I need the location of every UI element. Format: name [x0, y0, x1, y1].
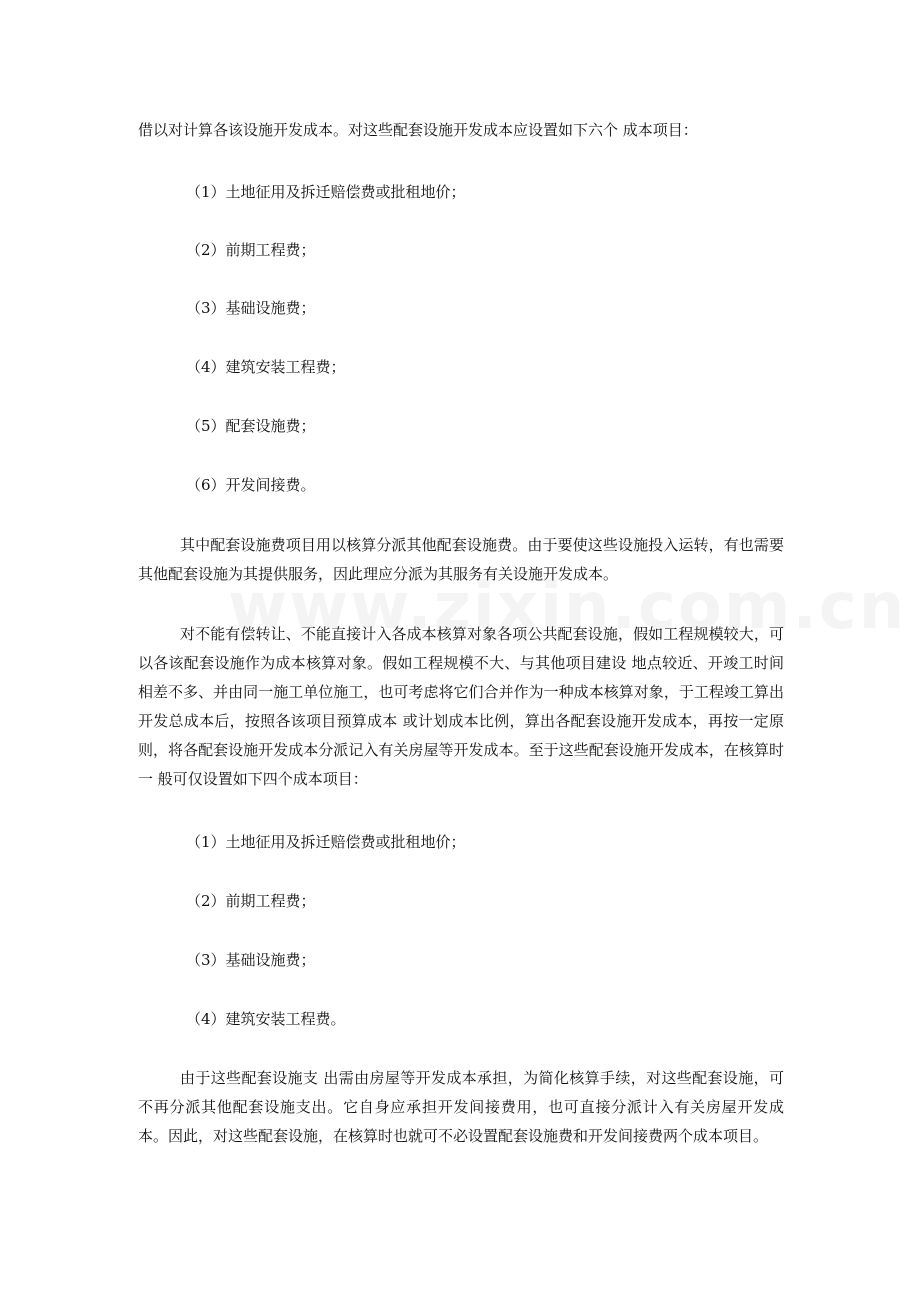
list1-item-3: （3）基础设施费；: [186, 299, 316, 317]
paragraph-2: 对不能有偿转让、不能直接计入各成本核算对象各项公共配套设施，假如工程规模较大，可以各该配套设施作为成本核算对象。假如工程规模不大、与其他项目建设 地点较近、开竣工时间相差不多、并由同一施工单位施工，也可考虑将它们合并作为一种成本核算对象，于工程竣工算出开发总成本后，按照各该项目预算成本 或计划成本比例，算出各配套设施开发成本，再按一定原则，将各配套设施开发成本分派记入有关房屋等开发成本。至于这些配套设施开发成本，在核算时一 般可仅设置如下四个成本项目：: [138, 625, 784, 788]
paragraph-3: 由于这些配套设施支 出需由房屋等开发成本承担，为简化核算手续，对这些配套设施，可不再分派其他配套设施支出。它自身应承担开发间接费用，也可直接分派计入有关房屋开发成 本。因此，对这些配套设施，在核算时也就可不必设置配套设施费和开发间接费两个成本项目。: [138, 1069, 784, 1145]
list1-item-5: （5）配套设施费；: [186, 417, 316, 435]
intro-line: 借以对计算各该设施开发成本。对这些配套设施开发成本应设置如下六个 成本项目：: [138, 121, 698, 139]
list1-item-6: （6）开发间接费。: [186, 476, 316, 494]
paragraph-1: 其中配套设施费项目用以核算分派其他配套设施费。由于要使这些设施投入运转，有也需要其他配套设施为其提供服务，因此理应分派为其服务有关设施开发成本。: [138, 536, 784, 583]
list2-item-4: （4）建筑安装工程费。: [186, 1010, 346, 1028]
list2-item-1: （1）土地征用及拆迁赔偿费或批租地价；: [186, 833, 466, 851]
list1-item-1: （1）土地征用及拆迁赔偿费或批租地价；: [186, 183, 466, 201]
list1-item-4: （4）建筑安装工程费；: [186, 358, 346, 376]
list1-item-2: （2）前期工程费；: [186, 241, 316, 259]
list2-item-2: （2）前期工程费；: [186, 892, 316, 910]
list2-item-3: （3）基础设施费；: [186, 951, 316, 969]
